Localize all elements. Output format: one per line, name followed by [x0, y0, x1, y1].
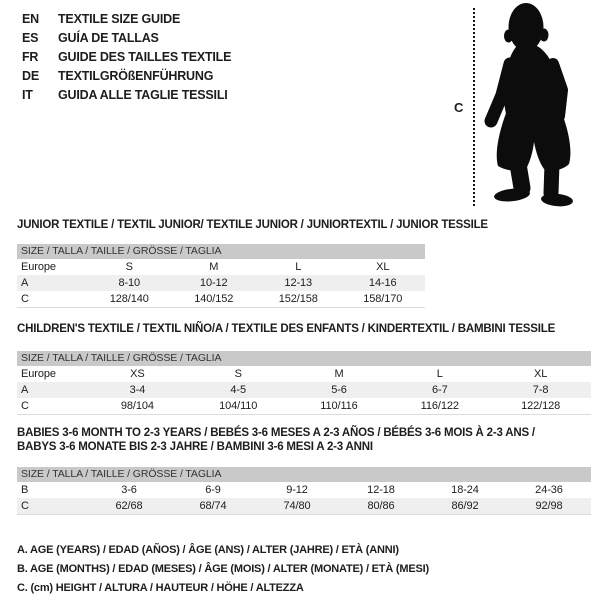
size-section-children: [17, 322, 600, 415]
size-cell: XS: [130, 368, 145, 380]
language-row: [22, 29, 231, 48]
size-cell: L: [436, 368, 443, 380]
size-section-babies: [17, 426, 600, 515]
row-label-cell: C: [21, 293, 29, 305]
size-table: [17, 259, 425, 308]
table-row: [17, 498, 591, 515]
size-cell: 3-4: [129, 384, 146, 396]
size-cell: 24-36: [535, 484, 563, 496]
size-cell: 98/104: [120, 400, 154, 412]
footnotes: [17, 541, 600, 598]
size-cell: L: [295, 261, 302, 273]
row-label-cell: A: [21, 277, 29, 289]
row-label-cell: C: [21, 500, 29, 512]
language-code: DE: [22, 69, 39, 83]
language-code: IT: [22, 88, 33, 102]
size-cell: 8-10: [118, 277, 141, 289]
size-cell: 110/116: [320, 400, 358, 412]
table-row: [17, 259, 425, 275]
size-cell: 128/140: [109, 293, 149, 305]
size-cell: XL: [376, 261, 390, 273]
language-row: [22, 86, 231, 105]
table-row: [17, 275, 425, 291]
size-cell: 116/122: [420, 400, 459, 412]
size-cell: 7-8: [532, 384, 549, 396]
size-tables-area: [17, 218, 600, 515]
language-title: GUÍA DE TALLAS: [58, 31, 159, 45]
size-cell: M: [209, 261, 219, 273]
dotted-measure-line: [473, 8, 475, 206]
size-cell: 74/80: [283, 500, 311, 512]
size-cell: S: [125, 261, 133, 273]
size-cell: 158/170: [363, 293, 403, 305]
size-cell: S: [234, 368, 242, 380]
size-cell: 62/68: [115, 500, 143, 512]
table-row: [17, 382, 591, 398]
size-header-bar: SIZE / TALLA / TAILLE / GRÖSSE / TAGLIA: [17, 244, 425, 259]
size-cell: 4-5: [230, 384, 246, 396]
language-row: [22, 48, 231, 67]
language-row: [22, 67, 231, 86]
size-cell: 80/86: [367, 500, 395, 512]
table-row: [17, 398, 591, 415]
section-title-line: CHILDREN'S TEXTILE / TEXTIL NIÑO/A / TEXTILE DES ENFANTS / KINDERTEXTIL / BAMBINI TESSILE: [17, 323, 556, 335]
section-title-line: JUNIOR TEXTILE / TEXTIL JUNIOR/ TEXTILE JUNIOR / JUNIORTEXTIL / JUNIOR TESSILE: [17, 219, 488, 231]
section-title-line: BABYS 3-6 MONATE BIS 2-3 JAHRE / BAMBINI 3-6 MESI A 2-3 ANNI: [17, 441, 373, 453]
section-title: [17, 426, 600, 454]
size-cell: XL: [533, 368, 548, 380]
size-cell: 6-7: [431, 384, 448, 396]
row-label-cell: Europe: [21, 261, 56, 273]
size-section-junior: [17, 218, 600, 308]
row-label-cell: C: [21, 400, 29, 412]
measure-c-label: C: [454, 100, 464, 115]
language-code: EN: [22, 12, 39, 26]
language-code: FR: [22, 50, 39, 64]
row-label-cell: A: [21, 384, 29, 396]
size-cell: 92/98: [535, 500, 563, 512]
size-cell: 68/74: [199, 500, 227, 512]
size-cell: 140/152: [194, 293, 234, 305]
size-header-bar: SIZE / TALLA / TAILLE / GRÖSSE / TAGLIA: [17, 467, 591, 482]
footnote-line: B. AGE (MONTHS) / EDAD (MESES) / ÂGE (MOIS) / ALTER (MONATE) / ETÀ (MESI): [17, 563, 429, 575]
footnote-line: A. AGE (YEARS) / EDAD (AÑOS) / ÂGE (ANS) / ALTER (JAHRE) / ETÀ (ANNI): [17, 544, 399, 556]
height-measure-figure: [452, 0, 600, 210]
size-cell: 152/158: [278, 293, 318, 305]
size-cell: 3-6: [121, 484, 137, 496]
table-row: [17, 366, 591, 382]
size-cell: 18-24: [451, 484, 479, 496]
language-title: TEXTILE SIZE GUIDE: [58, 12, 181, 26]
row-label-cell: B: [21, 484, 29, 496]
language-code: ES: [22, 31, 39, 45]
language-row: [22, 10, 231, 29]
table-row: [17, 482, 591, 498]
size-cell: 122/128: [521, 400, 561, 412]
size-cell: 5-6: [331, 384, 347, 396]
language-title: GUIDE DES TAILLES TEXTILE: [58, 50, 232, 64]
size-cell: M: [334, 368, 344, 380]
size-cell: 86/92: [451, 500, 479, 512]
table-row: [17, 291, 425, 308]
size-table: [17, 482, 591, 515]
section-title: [17, 322, 600, 336]
baby-silhouette-graphic: [480, 0, 600, 210]
size-cell: 14-16: [368, 277, 397, 289]
language-title: TEXTILGRÖßENFÜHRUNG: [58, 69, 214, 83]
footnote-line: C. (cm) HEIGHT / ALTURA / HAUTEUR / HÖHE / ALTEZZA: [17, 582, 304, 594]
section-title-line: BABIES 3-6 MONTH TO 2-3 YEARS / BEBÉS 3-6 MESES A 2-3 AÑOS / BÉBÉS 3-6 MOIS À 2-3 ANS /: [17, 427, 535, 439]
size-cell: 10-12: [199, 277, 228, 289]
size-cell: 6-9: [205, 484, 221, 496]
size-table: [17, 366, 591, 415]
size-header-bar: SIZE / TALLA / TAILLE / GRÖSSE / TAGLIA: [17, 351, 591, 366]
language-list: [22, 10, 231, 105]
section-title: [17, 218, 600, 232]
size-cell: 12-13: [284, 277, 313, 289]
row-label-cell: Europe: [21, 368, 56, 380]
size-cell: 9-12: [286, 484, 308, 496]
language-title: GUIDA ALLE TAGLIE TESSILI: [58, 88, 228, 102]
page-header: [0, 0, 600, 210]
size-cell: 104/110: [219, 400, 258, 412]
size-cell: 12-18: [367, 484, 395, 496]
